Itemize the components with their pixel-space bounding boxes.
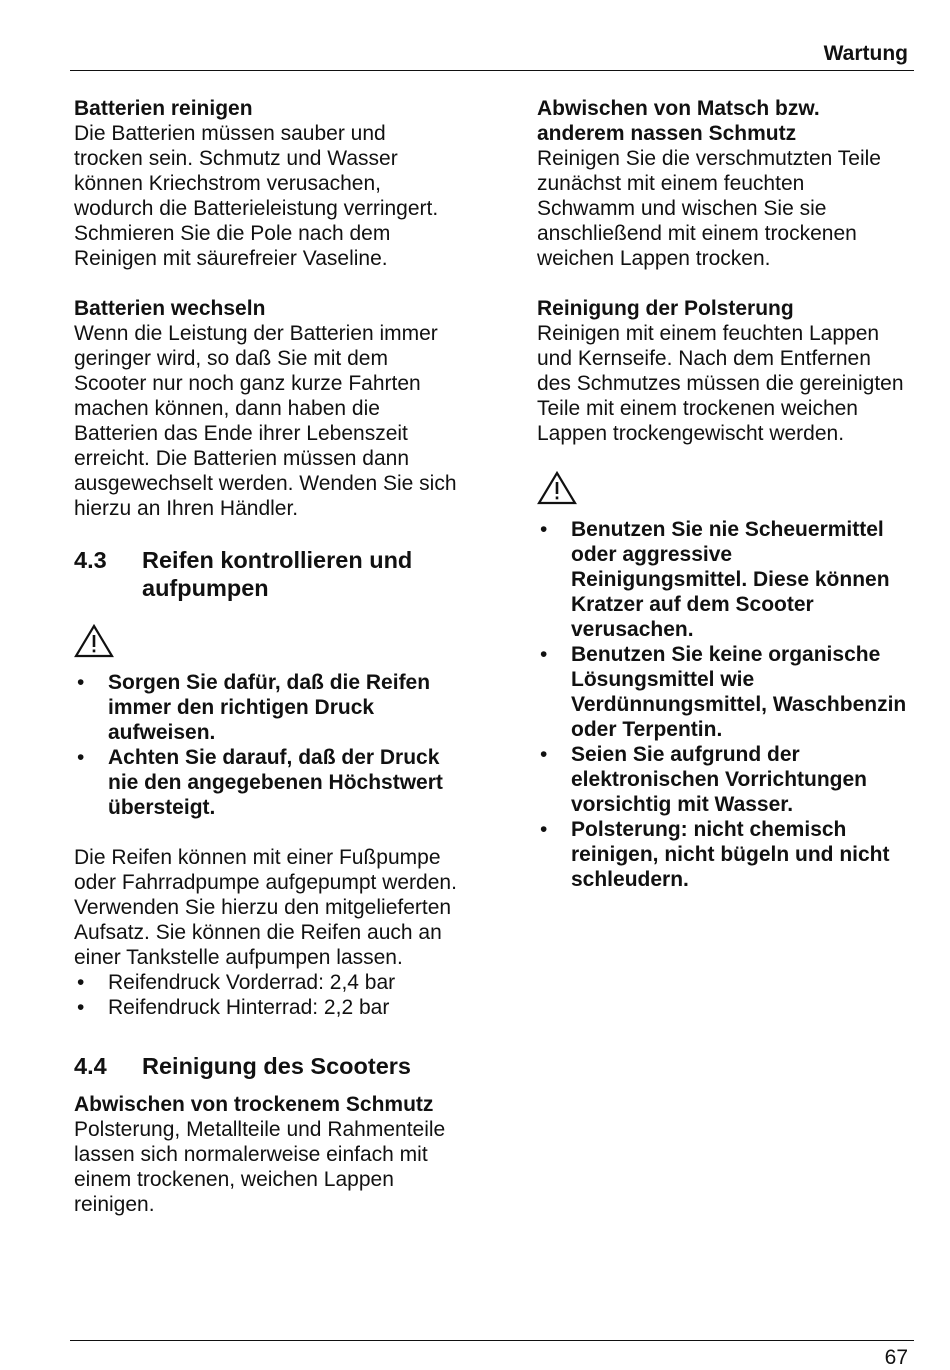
section-heading-4-3 xyxy=(74,546,459,602)
section-number: 4.3 xyxy=(74,547,107,573)
tire-warning-list xyxy=(74,670,459,820)
wet-dirt-text: Reinigen Sie die verschmutzten Teile zunächst mit einem feuchten Schwamm und wischen Sie sie anschließend mit einem trockenen weichen Lappen trocken. xyxy=(537,147,881,270)
section-title: Reifen kontrollieren und aufpumpen xyxy=(142,547,413,601)
battery-change-text: Wenn die Leistung der Batterien immer geringer wird, so daß Sie mit dem Scooter nur noch ganz kurze Fahrten machen können, dann haben die Batterien das Ende ihrer Lebenszeit erreicht. Die Batterien müssen dann ausgewechselt werden. Wenden Sie sich hierzu an Ihren Händler. xyxy=(74,322,457,520)
tire-pressure-list xyxy=(74,970,459,1020)
wet-dirt-heading: Abwischen von Matsch bzw. anderem nassen Schmutz xyxy=(537,97,820,145)
right-column xyxy=(537,96,907,892)
list-item: • Polsterung: nicht chemisch reinigen, nicht bügeln und nicht schleudern. xyxy=(537,817,907,892)
header-rule xyxy=(70,70,914,71)
dry-dirt-heading: Abwischen von trockenem Schmutz xyxy=(74,1093,434,1116)
battery-cleaning-heading: Batterien reinigen xyxy=(74,97,253,120)
section-title: Reinigung des Scooters xyxy=(142,1053,411,1079)
warning-triangle-icon xyxy=(74,624,114,658)
list-item: • Sorgen Sie dafür, daß die Reifen immer den richtigen Druck aufweisen. xyxy=(74,670,459,745)
battery-change-heading: Batterien wechseln xyxy=(74,297,266,320)
list-item: • Achten Sie darauf, daß der Druck nie den angegebenen Höchstwert übersteigt. xyxy=(74,745,459,820)
footer-rule xyxy=(70,1340,914,1341)
cleaning-warning-list xyxy=(537,517,907,892)
list-item: • Reifendruck Vorderrad: 2,4 bar xyxy=(74,970,459,995)
dry-dirt-block xyxy=(74,1092,459,1217)
page-number: 67 xyxy=(884,1346,908,1369)
upholstery-text: Reinigen mit einem feuchten Lappen und Kernseife. Nach dem Entfernen des Schmutzes müssen die gereinigten Teile mit einem trockenen weichen Lappen trockengewischt werden. xyxy=(537,322,904,445)
running-header: Wartung xyxy=(823,42,908,65)
dry-dirt-text: Polsterung, Metallteile und Rahmenteile lassen sich normalerweise einfach mit einem trockenen, weichen Lappen reinigen. xyxy=(74,1118,446,1216)
wet-dirt-block xyxy=(537,96,907,271)
tire-inflation-text: Die Reifen können mit einer Fußpumpe oder Fahrradpumpe aufgepumpt werden. Verwenden Sie hierzu den mitgelieferten Aufsatz. Sie können die Reifen auch an einer Tankstelle aufpumpen lassen. xyxy=(74,846,457,969)
upholstery-heading: Reinigung der Polsterung xyxy=(537,297,794,320)
left-column xyxy=(74,96,459,1242)
battery-cleaning-text: Die Batterien müssen sauber und trocken sein. Schmutz und Wasser können Kriechstrom verusachen, wodurch die Batterieleistung verringert. Schmieren Sie die Pole nach dem Reinigen mit säurefreier Vaseline. xyxy=(74,122,439,270)
section-heading-4-4 xyxy=(74,1052,459,1080)
list-item: • Benutzen Sie keine organische Lösungsmittel wie Verdünnungsmittel, Waschbenzin oder Terpentin. xyxy=(537,642,907,742)
list-item: • Benutzen Sie nie Scheuermittel oder aggressive Reinigungsmittel. Diese können Kratzer auf dem Scooter verusachen. xyxy=(537,517,907,642)
list-item: • Seien Sie aufgrund der elektronischen Vorrichtungen vorsichtig mit Wasser. xyxy=(537,742,907,817)
upholstery-block xyxy=(537,296,907,446)
section-number: 4.4 xyxy=(74,1053,107,1079)
battery-change-block xyxy=(74,296,459,521)
battery-cleaning-block xyxy=(74,96,459,271)
warning-triangle-icon xyxy=(537,471,577,505)
list-item: • Reifendruck Hinterrad: 2,2 bar xyxy=(74,995,459,1020)
